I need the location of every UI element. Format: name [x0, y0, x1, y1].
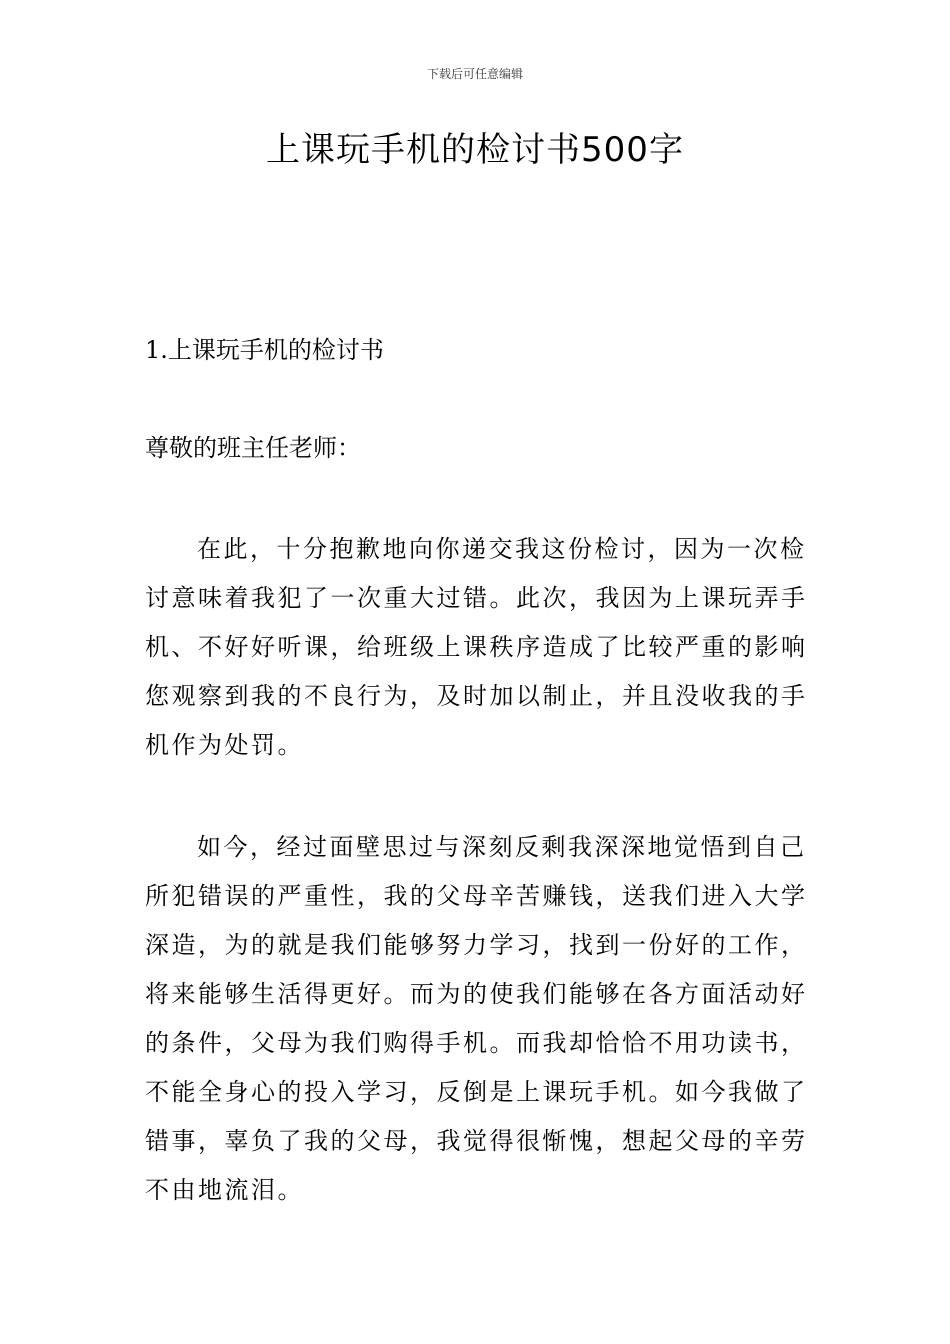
paragraph-line: 不由地流泪。	[145, 1176, 304, 1204]
paragraph-1	[145, 525, 810, 770]
section-heading: 1.上课玩手机的检讨书	[145, 336, 384, 364]
document-title: 上课玩手机的检讨书500字	[266, 130, 684, 170]
paragraph-line: 您观察到我的不良行为，及时加以制止，并且没收我的手	[145, 682, 808, 710]
paragraph-line: 错事，辜负了我的父母，我觉得很惭愧，想起父母的辛劳	[145, 1127, 808, 1155]
paragraph-line: 的条件，父母为我们购得手机。而我却恰恰不用功读书，	[145, 1029, 808, 1057]
paragraph-line: 深造，为的就是我们能够努力学习，找到一份好的工作，	[145, 931, 808, 959]
paragraph-line: 如今，经过面壁思过与深刻反剩我深深地觉悟到自己	[197, 833, 807, 861]
header-note: 下载后可任意编辑	[426, 67, 523, 81]
paragraph-line: 不能全身心的投入学习，反倒是上课玩手机。如今我做了	[145, 1078, 808, 1106]
paragraph-line: 机作为处罚。	[145, 731, 304, 759]
paragraph-line: 所犯错误的严重性，我的父母辛苦赚钱，送我们进入大学	[145, 882, 808, 910]
paragraph-2	[145, 823, 810, 1215]
paragraph-line: 将来能够生活得更好。而为的使我们能够在各方面活动好	[145, 980, 808, 1008]
paragraph-line: 机、不好好听课，给班级上课秩序造成了比较严重的影响	[145, 633, 808, 661]
paragraph-line: 在此，十分抱歉地向你递交我这份检讨，因为一次检	[197, 535, 807, 563]
salutation: 尊敬的班主任老师：	[145, 434, 361, 462]
paragraph-line: 讨意味着我犯了一次重大过错。此次，我因为上课玩弄手	[145, 584, 808, 612]
